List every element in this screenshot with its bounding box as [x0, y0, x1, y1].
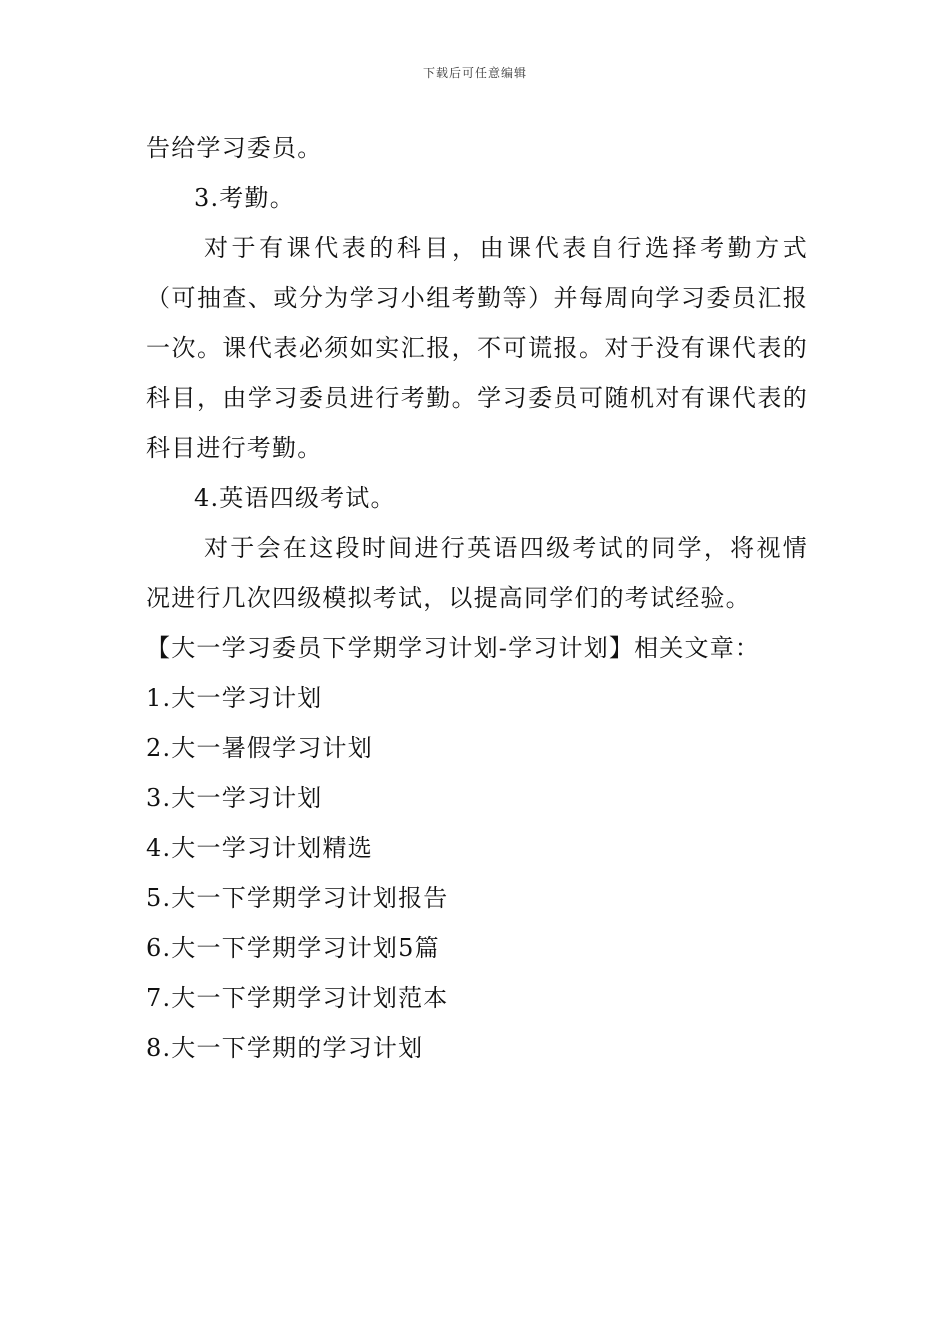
paragraph-continuation: 告给学习委员。: [146, 134, 323, 162]
section-heading-cet4: 4.英语四级考试。: [194, 484, 396, 512]
document-body: [146, 123, 808, 1073]
related-article-link[interactable]: 3.大一学习计划: [146, 784, 323, 812]
related-article-link[interactable]: 8.大一下学期的学习计划: [146, 1034, 424, 1062]
related-article-link[interactable]: 7.大一下学期学习计划范本: [146, 984, 449, 1012]
related-article-link[interactable]: 4.大一学习计划精选: [146, 834, 373, 862]
related-article-link[interactable]: 6.大一下学期学习计划5篇: [146, 934, 440, 962]
related-article-link[interactable]: 5.大一下学期学习计划报告: [146, 884, 449, 912]
paragraph-cet4: 对于会在这段时间进行英语四级考试的同学，将视情况进行几次四级模拟考试，以提高同学们的考试经验。: [146, 534, 808, 612]
related-articles-list: [146, 673, 808, 1073]
paragraph-attendance: 对于有课代表的科目，由课代表自行选择考勤方式（可抽查、或分为学习小组考勤等）并每周向学习委员汇报一次。课代表必须如实汇报，不可谎报。对于没有课代表的科目，由学习委员进行考勤。学习委员可随机对有课代表的科目进行考勤。: [146, 234, 808, 462]
page-header: 下载后可任意编辑: [422, 66, 527, 80]
section-heading-attendance: 3.考勤。: [194, 184, 295, 212]
related-article-link[interactable]: 1.大一学习计划: [146, 684, 323, 712]
related-article-link[interactable]: 2.大一暑假学习计划: [146, 734, 373, 762]
related-articles-heading: 【大一学习委员下学期学习计划-学习计划】相关文章：: [146, 634, 761, 662]
